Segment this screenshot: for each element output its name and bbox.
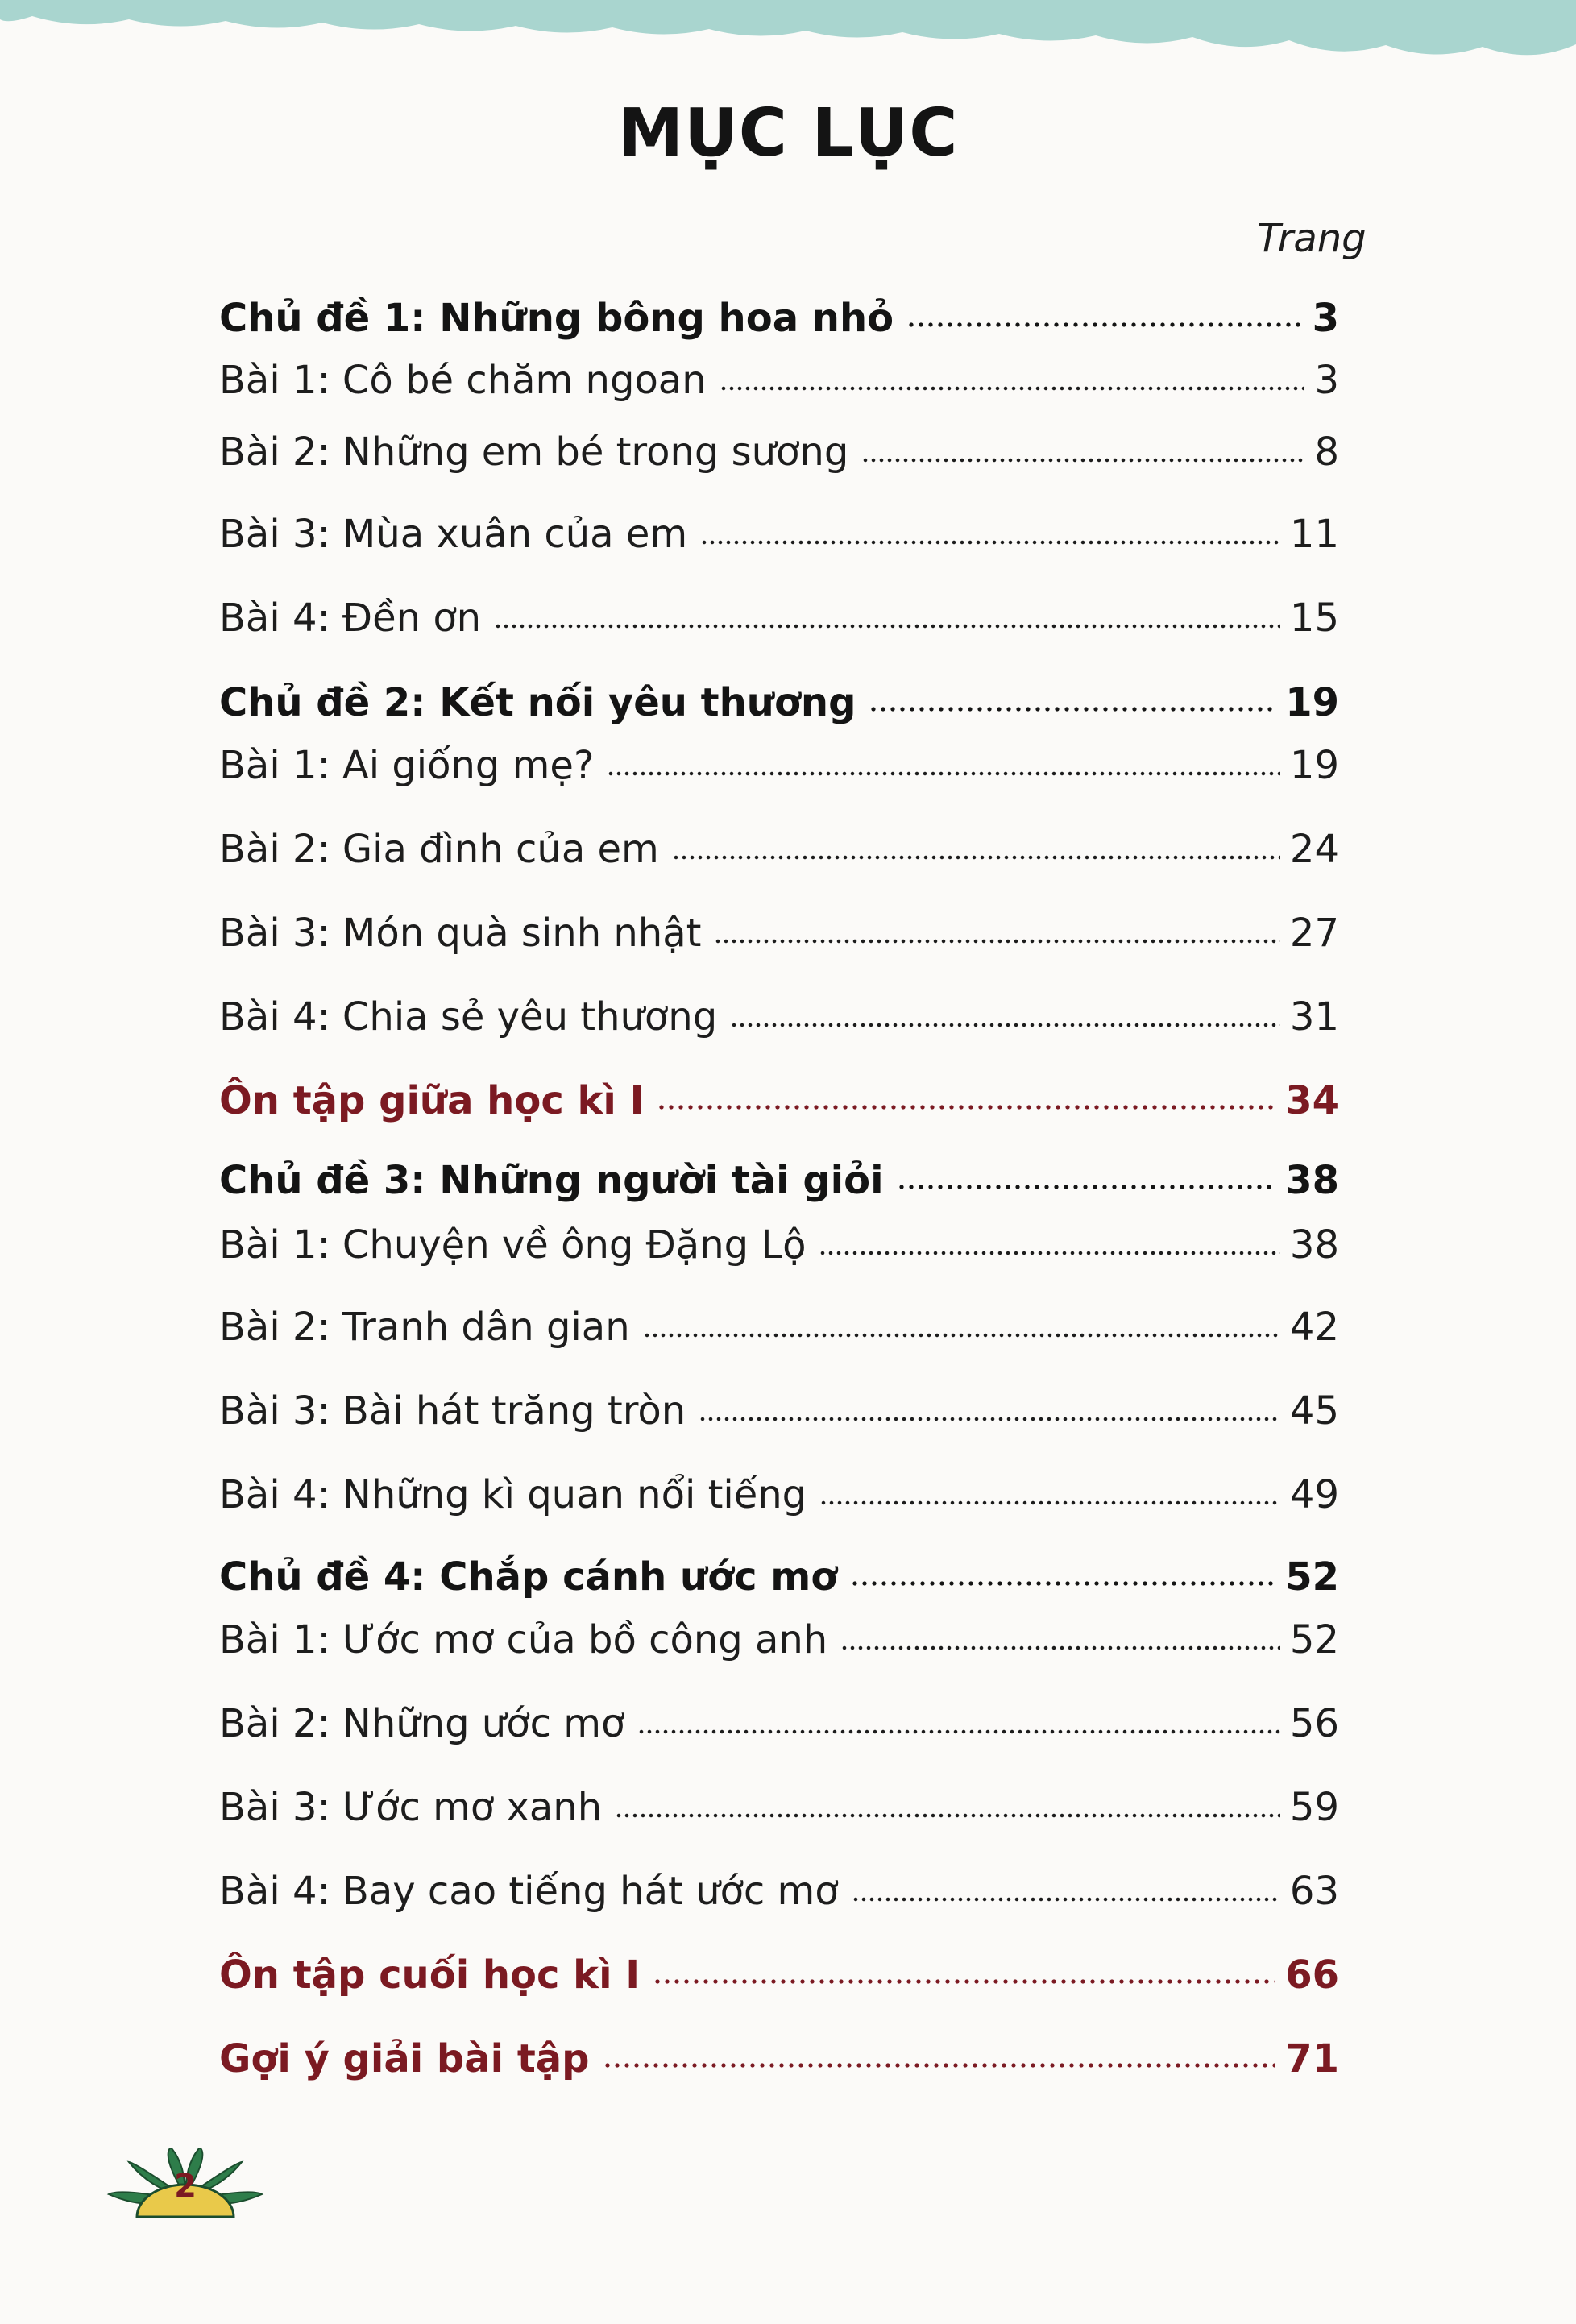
dot-leader [819,1248,1279,1258]
toc-entry-label: Bài 3: Món quà sinh nhật [219,911,702,956]
cloud-banner-decoration [0,0,1576,64]
dot-leader [869,704,1275,714]
toc-entry-page: 27 [1289,911,1339,956]
toc-entry-label: Bài 1: Ước mơ của bồ công anh [219,1617,828,1662]
toc-entry-page: 56 [1289,1701,1339,1746]
toc-entry-label: Bài 2: Những ước mơ [219,1701,625,1746]
toc-entry-label: Gợi ý giải bài tập [219,2036,590,2081]
toc-entry-label: Ôn tập giữa học kì I [219,1078,645,1123]
toc-entry-label: Bài 4: Bay cao tiếng hát ước mơ [219,1869,839,1914]
toc-entry[interactable] [219,1608,1339,1664]
toc-entry-page: 19 [1285,680,1339,725]
dot-leader [852,1894,1280,1904]
toc-entry-page: 71 [1285,2036,1339,2081]
toc-entry[interactable] [219,817,1339,874]
dot-leader [906,320,1302,330]
dot-leader [637,1727,1280,1737]
toc-entry-page: 24 [1289,827,1339,872]
toc-entry-label: Chủ đề 4: Chắp cánh ước mơ [219,1554,838,1600]
dot-leader [897,1182,1276,1192]
toc-entry-label: Bài 4: Những kì quan nổi tiếng [219,1472,807,1517]
dot-leader [603,2060,1276,2070]
toc-entry-page: 31 [1289,994,1339,1040]
toc-entry[interactable] [219,420,1339,476]
toc-entry-label: Bài 3: Ước mơ xanh [219,1785,603,1830]
page-column-label: Trang [1257,216,1367,261]
toc-entry-page: 63 [1289,1869,1339,1914]
toc-entry-page: 59 [1289,1785,1339,1830]
toc-entry[interactable] [219,1148,1339,1205]
toc-entry-label: Bài 2: Tranh dân gian [219,1305,630,1350]
toc-entry-label: Bài 3: Bài hát trăng tròn [219,1388,686,1434]
dot-leader [700,537,1280,547]
toc-entry[interactable] [219,985,1339,1041]
page-number: 2 [174,2168,197,2205]
toc-entry-label: Bài 3: Mùa xuân của em [219,512,688,557]
toc-entry-page: 15 [1289,596,1339,641]
toc-entry[interactable] [219,1691,1339,1748]
dot-leader [653,1977,1275,1986]
toc-entry[interactable] [219,733,1339,790]
toc-entry[interactable] [219,348,1339,405]
toc-entry-label: Chủ đề 2: Kết nối yêu thương [219,680,856,725]
toc-entry-page: 38 [1285,1158,1339,1203]
dot-leader [494,621,1280,631]
dot-leader [714,936,1279,946]
toc-entry[interactable] [219,2027,1339,2083]
dot-leader [861,455,1304,465]
toc-entry-label: Ôn tập cuối học kì I [219,1953,641,1998]
toc-entry-page: 52 [1285,1554,1339,1600]
toc-entry-page: 52 [1289,1617,1339,1662]
dot-leader [607,769,1280,778]
toc-entry-label: Chủ đề 3: Những người tài giỏi [219,1158,884,1203]
toc-entry-page: 49 [1289,1472,1339,1517]
toc-entry-label: Bài 1: Ai giống mẹ? [219,743,595,788]
toc-entry-page: 19 [1289,743,1339,788]
dot-leader [819,1498,1280,1508]
toc-entry-label: Bài 2: Những em bé trong sương [219,430,849,475]
toc-entry[interactable] [219,1859,1339,1915]
toc-entry[interactable] [219,586,1339,642]
toc-entry[interactable] [219,1213,1339,1269]
toc-entry[interactable] [219,1069,1339,1125]
toc-entry-label: Bài 4: Đền ơn [219,596,482,641]
toc-entry-label: Bài 1: Cô bé chăm ngoan [219,358,707,403]
toc-entry-page: 8 [1314,430,1339,475]
toc-entry-label: Bài 2: Gia đình của em [219,827,659,872]
toc-entry-page: 42 [1289,1305,1339,1350]
toc-entry[interactable] [219,286,1339,342]
toc-entry[interactable] [219,502,1339,558]
toc-entry[interactable] [219,901,1339,957]
toc-entry-label: Bài 1: Chuyện về ông Đặng Lộ [219,1222,807,1268]
dot-leader [850,1579,1275,1588]
dot-leader [643,1330,1280,1340]
toc-entry[interactable] [219,1775,1339,1832]
toc-entry[interactable] [219,1379,1339,1435]
toc-entry-label: Chủ đề 1: Những bông hoa nhỏ [219,296,894,341]
dot-leader [730,1020,1280,1030]
toc-entry[interactable] [219,1463,1339,1519]
toc-entry-page: 3 [1314,358,1339,403]
page-title: MỤC LỤC [617,95,959,172]
toc-entry[interactable] [219,1943,1339,1999]
dot-leader [699,1414,1280,1424]
toc-entry-page: 38 [1289,1222,1339,1268]
toc-entry-page: 11 [1289,512,1339,557]
dot-leader [720,384,1305,393]
toc-entry[interactable] [219,1545,1339,1601]
dot-leader [615,1811,1280,1820]
dot-leader [657,1102,1275,1112]
toc-entry-label: Bài 4: Chia sẻ yêu thương [219,994,718,1040]
toc-entry-page: 66 [1285,1953,1339,1998]
dot-leader [672,853,1280,862]
toc-entry-page: 34 [1285,1078,1339,1123]
toc-entry-page: 3 [1312,296,1339,341]
toc-entry-page: 45 [1289,1388,1339,1434]
dot-leader [840,1643,1280,1653]
toc-entry[interactable] [219,1295,1339,1351]
toc-entry[interactable] [219,670,1339,727]
